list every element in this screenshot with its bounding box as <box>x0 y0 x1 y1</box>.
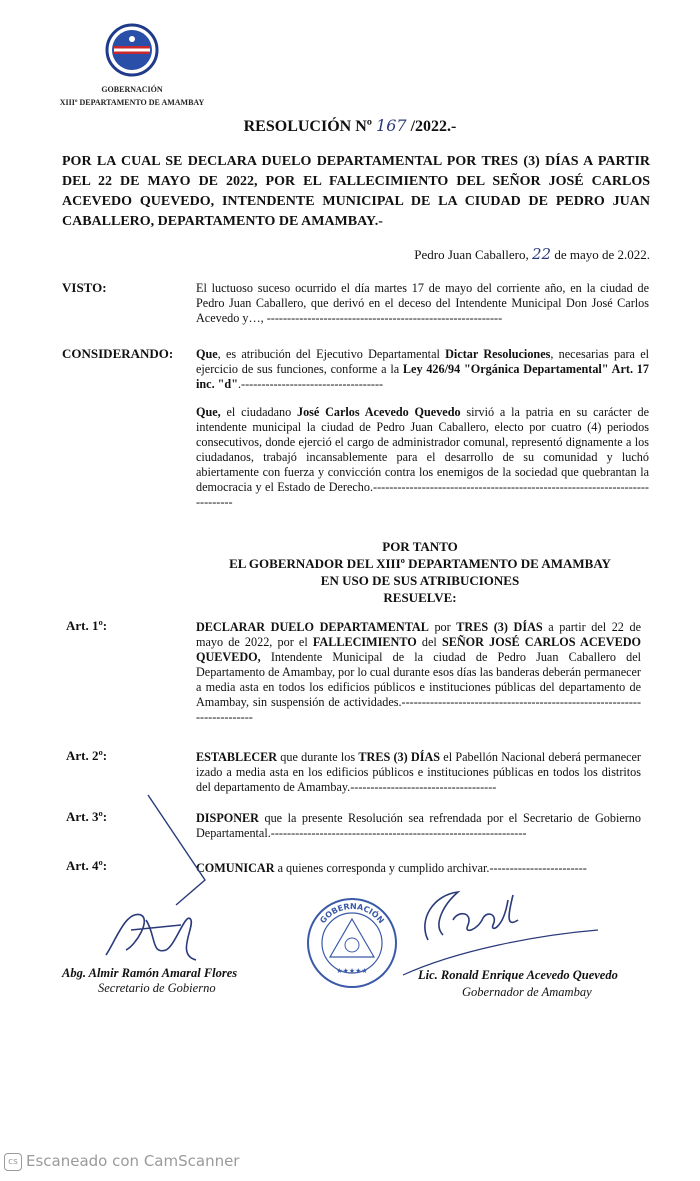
por-tanto-line2: EL GOBERNADOR DEL XIIIº DEPARTAMENTO DE AMAMBAY <box>229 556 611 571</box>
seal-stars: ★★★★★ <box>336 967 368 975</box>
resolution-title: POR LA CUAL SE DECLARA DUELO DEPARTAMENTAL POR TRES (3) DÍAS A PARTIR DEL 22 DE MAYO DE 2022, POR EL FALLECIMIENTO DEL SEÑOR JOSÉ CARLOS ACEVEDO QUEVEDO, INTENDENTE MUNICIPAL DE LA CIUDAD DE PEDRO JUAN CABALLERO, DEPARTAMENTO DE AMAMBAY.- <box>62 154 650 229</box>
p1-bold-c: Dictar Resoluciones <box>445 347 551 361</box>
right-signatory-name: Lic. Ronald Enrique Acevedo Quevedo <box>418 968 618 982</box>
left-signature-scribble <box>96 900 206 970</box>
official-seal <box>306 897 398 989</box>
art-1-bold-a: DECLARAR DUELO DEPARTAMENTAL <box>196 620 429 634</box>
left-signatory-name: Abg. Almir Ramón Amaral Flores <box>62 966 238 980</box>
right-signature-scribble <box>398 880 608 980</box>
resolution-prefix: RESOLUCIÓN Nº <box>243 118 373 135</box>
art-3-label: Art. 3º: <box>66 809 108 824</box>
p1-text-f: .----------------------------------- <box>237 377 384 391</box>
art-3-text-b: que la presente Resolución sea refrendada por el Secretario de Gobierno Departamental.--------------------------------------------------------------- <box>196 811 641 840</box>
left-signatory-role: Secretario de Gobierno <box>98 981 216 995</box>
que-2: Que, <box>196 405 221 419</box>
camscanner-watermark <box>4 1152 239 1171</box>
seal-text: GOBERNACIÓN <box>318 901 386 926</box>
resolution-suffix: /2022.- <box>410 118 457 135</box>
resolution-handwritten-number: 167 <box>376 116 407 135</box>
art-1-label: Art. 1º: <box>66 618 108 633</box>
art-1-text-d: a partir del 22 de mayo de 2022, por el <box>196 620 641 649</box>
visto-label: VISTO: <box>62 280 107 295</box>
right-signatory-role: Gobernador de Amambay <box>462 985 592 999</box>
org-line-1: GOBERNACIÓN <box>101 85 163 94</box>
art-2-bold-c: TRES (3) DÍAS <box>358 750 441 764</box>
que-1: Que <box>196 347 218 361</box>
p1-bold-law: Ley 426/94 "Orgánica Departamental" Art. 17 inc. "d" <box>196 362 649 391</box>
art-2-text-b: que durante los <box>277 750 359 764</box>
camscanner-icon: cs <box>4 1153 22 1171</box>
p2-text-b: el ciudadano <box>220 405 297 419</box>
considerando-label: CONSIDERANDO: <box>62 346 174 361</box>
art-1-bold-c: TRES (3) DÍAS <box>456 620 543 634</box>
art-3-bold-a: DISPONER <box>196 811 259 825</box>
por-tanto-line3: EN USO DE SUS ATRIBUCIONES <box>320 573 520 588</box>
por-tanto-line4: RESUELVE: <box>383 590 457 605</box>
art-4-text-b: a quienes corresponda y cumplido archivar.------------------------ <box>274 861 587 875</box>
art-2-text-d: el Pabellón Nacional deberá permanecer izado a media asta en los edificios públicos e instituciones públicas en todos los distritos del departamento de Amambay.------------------------------------ <box>196 750 641 794</box>
p2-bold-name: José Carlos Acevedo Quevedo <box>296 405 461 419</box>
art-1-bold-g: SEÑOR JOSÉ CARLOS ACEVEDO QUEVEDO, <box>196 635 642 664</box>
art-1-text-f: del <box>416 635 442 649</box>
art-1-bold-e: FALLECIMIENTO <box>312 635 417 649</box>
date-place: Pedro Juan Caballero, <box>414 247 529 262</box>
date-rest: de mayo de 2.022. <box>554 247 650 262</box>
art-1-text-h: Intendente Municipal de la ciudad de Pedro Juan Caballero del Departamento de Amambay, por lo cual durante esos días las banderas deberán permanecer a media asta en todos los edificios públicos e instituciones públicas del departamento de Amambay, sin suspensión de actividades.------------------------------------------------------------------------- <box>196 650 641 724</box>
p1-text-b: , es atribución del Ejecutivo Departamental <box>217 347 446 361</box>
art-4-label: Art. 4º: <box>66 858 108 873</box>
p1-text-d: , necesarias para el ejercicio de sus funciones, conforme a la <box>196 347 649 376</box>
p2-text-d: sirvió a la patria en su carácter de intendente municipal la ciudad de Pedro Juan Caballero, electo por cuatro (4) periodos consecutivos, donde ejerció el cargo de administrador comunal, representó dignamente a los ciudadanos, trabajó incansablemente para el desarrollo de su comunidad y luchó abiertamente con fuerza y convicción contra los enemigos de la sociedad que quebrantan la democracia y el Estado de Derecho.----------------------------------------------------------------------------- <box>196 405 649 509</box>
date-handwritten-day: 22 <box>531 245 552 263</box>
por-tanto-line1: POR TANTO <box>382 539 458 554</box>
camscanner-text: Escaneado con CamScanner <box>26 1152 240 1170</box>
art-4-bold-a: COMUNICAR <box>196 861 275 875</box>
org-line-2: XIIIº DEPARTAMENTO DE AMAMBAY <box>59 98 205 107</box>
art-2-bold-a: ESTABLECER <box>196 750 278 764</box>
art-1-text-b: por <box>428 620 457 634</box>
art-2-label: Art. 2º: <box>66 748 108 763</box>
visto-text: El luctuoso suceso ocurrido el día martes 17 de mayo del corriente año, en la ciudad de Pedro Juan Caballero, que derivó en el deceso del Intendente Municipal Don José Carlos Acevedo y…, ---------------------------------------------------------- <box>196 281 649 325</box>
